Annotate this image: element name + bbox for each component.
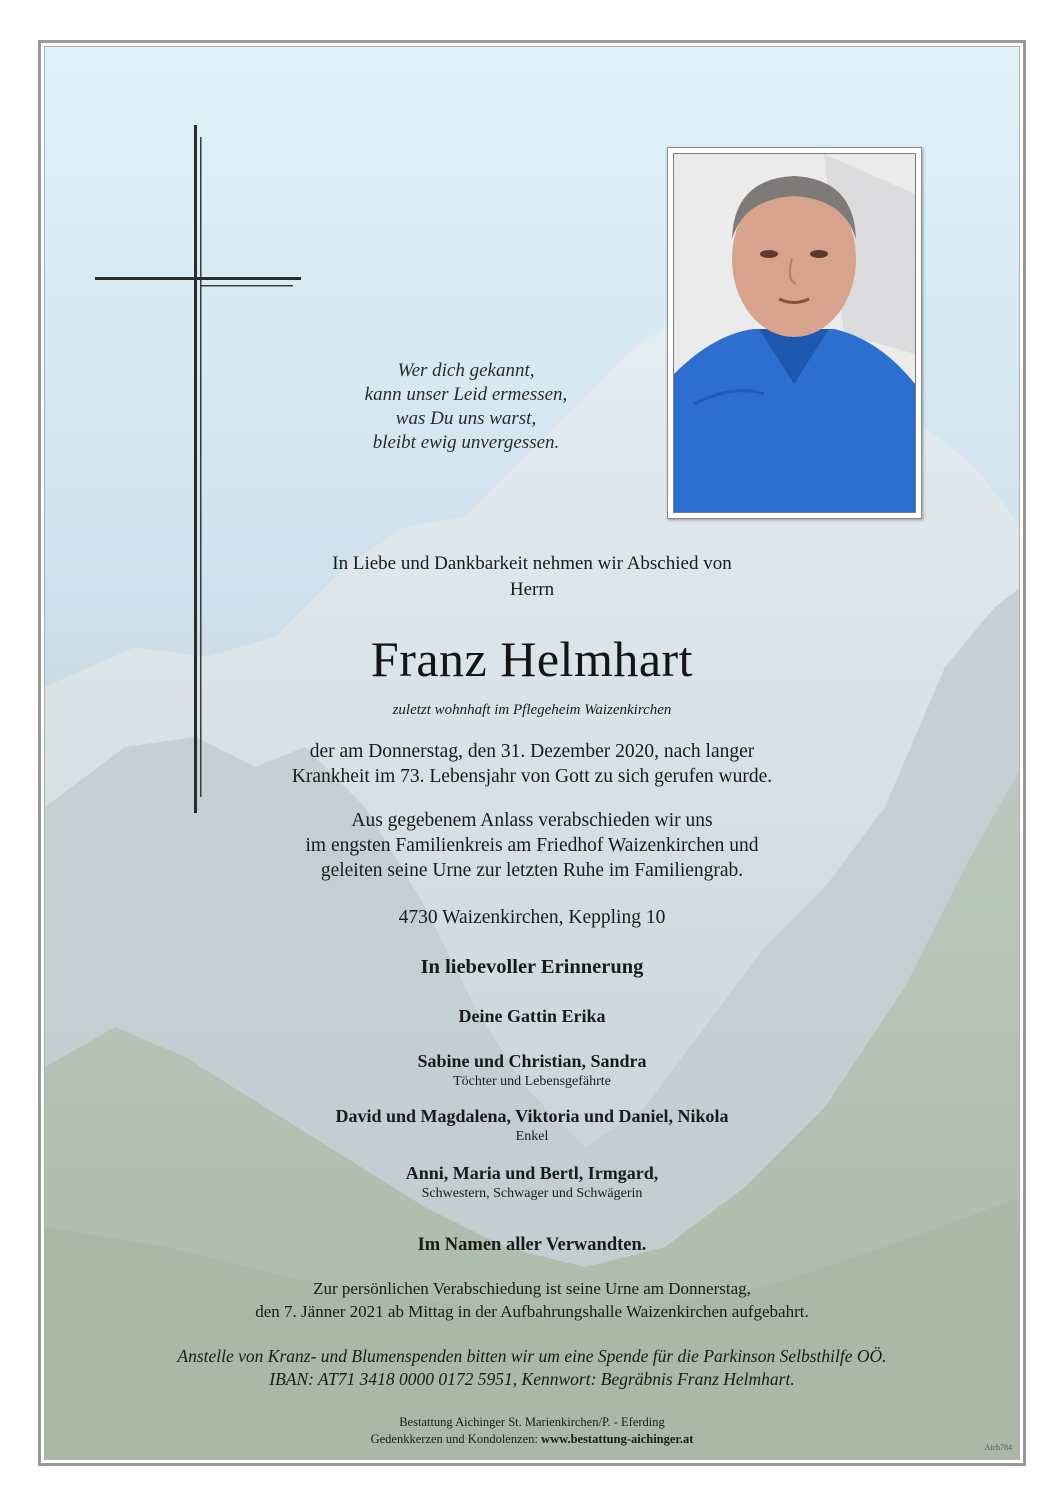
mourner-relation: Töchter und Lebensgefährte xyxy=(453,1074,611,1089)
intro-text: In Liebe und Dankbarkeit nehmen wir Abschied von xyxy=(332,553,732,574)
mourner-relation: Schwestern, Schwager und Schwägerin xyxy=(421,1186,643,1201)
last-residence: zuletzt wohnhaft im Pflegeheim Waizenkirchen xyxy=(392,702,672,718)
condolence-label: Gedenkkerzen und Kondolenzen: xyxy=(370,1432,542,1446)
donation-line: IBAN: AT71 3418 0000 0172 5951, Kennwort: Begräbnis Franz Helmhart. xyxy=(269,1369,795,1389)
verse-line: bleibt ewig unvergessen. xyxy=(372,432,560,453)
condolence-line xyxy=(44,1432,1020,1447)
closing-line: Im Namen aller Verwandten. xyxy=(417,1235,647,1255)
farewell-line: Aus gegebenem Anlass verabschieden wir uns xyxy=(351,810,713,831)
mourner-names: Sabine und Christian, Sandra xyxy=(417,1051,647,1071)
notice-text xyxy=(44,46,1020,1460)
website-link[interactable]: www.bestattung-aichinger.at xyxy=(541,1432,694,1446)
viewing-line: Zur persönlichen Verabschiedung ist seine Urne am Donnerstag, xyxy=(313,1279,751,1298)
mourners-heading: In liebevoller Erinnerung xyxy=(420,956,644,978)
deceased-name: Franz Helmhart xyxy=(370,631,694,687)
death-notice-line: der am Donnerstag, den 31. Dezember 2020, nach langer xyxy=(309,741,755,762)
donation-line: Anstelle von Kranz- und Blumenspenden bitten wir um eine Spende für die Parkinson Selbsthilfe OÖ. xyxy=(177,1346,887,1366)
verse-line: was Du uns warst, xyxy=(395,408,537,429)
viewing-line: den 7. Jänner 2021 ab Mittag in der Aufbahrungshalle Waizenkirchen aufgebahrt. xyxy=(255,1302,809,1321)
farewell-line: im engsten Familienkreis am Friedhof Waizenkirchen und xyxy=(305,835,759,856)
verse-line: kann unser Leid ermessen, xyxy=(364,384,568,405)
mourner-names: Anni, Maria und Bertl, Irmgard, xyxy=(405,1163,659,1183)
verse-line: Wer dich gekannt, xyxy=(397,360,535,381)
mourner-names: Deine Gattin Erika xyxy=(458,1006,606,1026)
mourner-relation: Enkel xyxy=(515,1129,549,1144)
mourner-names: David und Magdalena, Viktoria und Daniel, Nikola xyxy=(335,1106,729,1126)
address: 4730 Waizenkirchen, Keppling 10 xyxy=(398,907,666,928)
undertaker-line: Bestattung Aichinger St. Marienkirchen/P. - Eferding xyxy=(399,1415,665,1429)
notice-code: Aich784 xyxy=(984,1443,1012,1452)
farewell-line: geleiten seine Urne zur letzten Ruhe im Familiengrab. xyxy=(320,860,744,881)
salutation: Herrn xyxy=(509,579,555,600)
death-notice-line: Krankheit im 73. Lebensjahr von Gott zu sich gerufen wurde. xyxy=(291,766,773,787)
